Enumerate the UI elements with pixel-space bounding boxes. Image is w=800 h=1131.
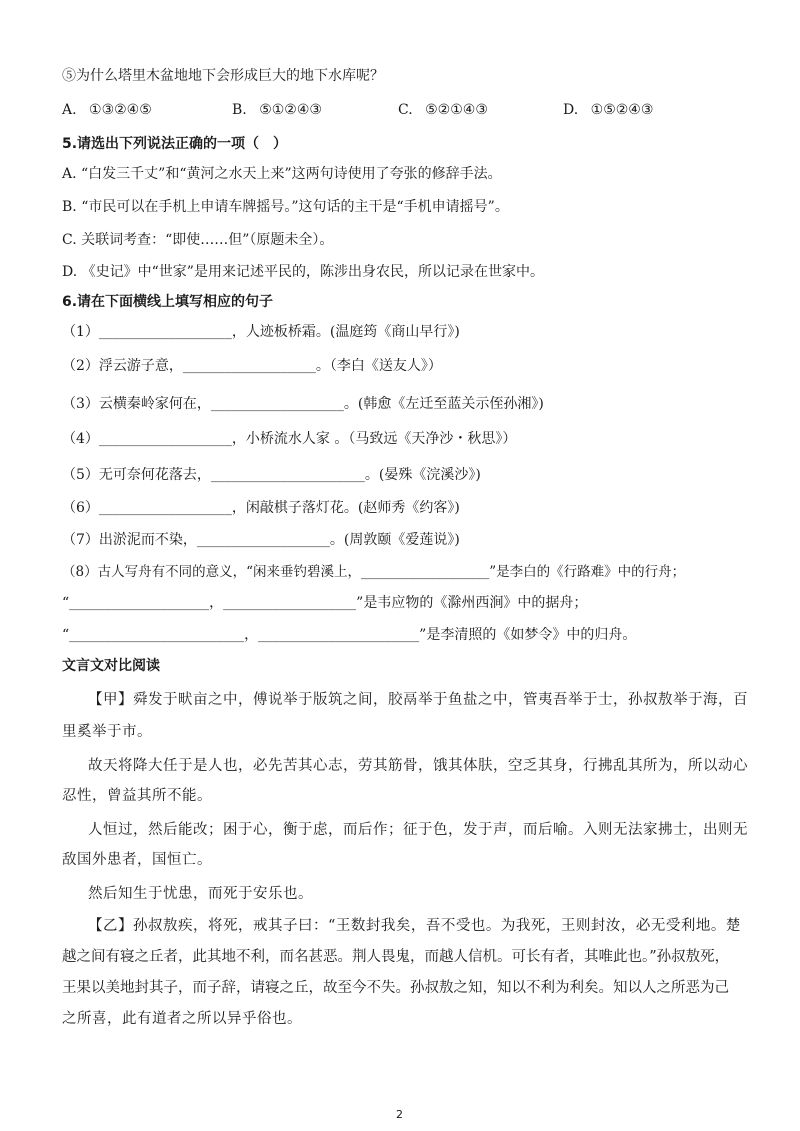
q5-option-b: B. “市民可以在手机上申请车牌摇号。”这句话的主干是“手机申请摇号”。: [62, 199, 509, 215]
jia-line-5: 人恒过，然后能改；困于心，衡于虑，而后作；征于色，发于声，而后喻。入则无法家拂士，出则无: [88, 822, 748, 838]
q6-item-1: （1）___________________，人迹板桥霜。(温庭筠《商山早行》): [62, 324, 460, 340]
yi-line-2: 越之间有寝之丘者，此其地不利，而名甚恶。荆人畏鬼，而越人信机。可长有者，其唯此也。”孙叔敖死，: [62, 949, 730, 965]
q4-option-d: [563, 100, 653, 120]
q4-option-c: [398, 100, 488, 120]
jia-line-7: 然后知生于忧患，而死于安乐也。: [88, 886, 313, 902]
yi-line-1: 【乙】孙叔敖疾，将死，戒其子曰：“王数封我矣，吾不受也。为我死，王则封汝，必无受利地。楚: [88, 918, 741, 934]
q6-item-8-cont-2: “_________________________，_______________________”是李清照的《如梦令》中的归舟。: [62, 627, 637, 643]
option-label: C.: [398, 102, 413, 118]
q6-item-3: （3）云横秦岭家何在，___________________。(韩愈《左迁至蓝关示侄孙湘》): [62, 396, 544, 412]
question-6-title: 6.请在下面横线上填写相应的句子: [62, 294, 274, 310]
jia-line-6: 敌国外患者，国恒亡。: [62, 852, 212, 868]
q6-item-8: （8）古人写舟有不同的意义，“闲来垂钓碧溪上，___________________”是李白的《行路难》中的行舟；: [62, 564, 686, 580]
jia-line-2: 里奚举于市。: [62, 724, 152, 740]
option-value: ①⑤②④③: [590, 102, 654, 118]
option-value: ⑤①②④③: [259, 102, 322, 118]
reading-title: 文言文对比阅读: [62, 658, 160, 674]
option-label: B.: [232, 102, 247, 118]
yi-line-3: 王果以美地封其子，而子辞，请寝之丘，故至今不失。孙叔敖之知，知以不利为利矣。知以人之所恶为己: [62, 980, 729, 996]
q6-item-2: （2）浮云游子意，___________________。（李白《送友人》）: [62, 358, 442, 374]
q4-option-b: [232, 100, 322, 120]
question-5-title: 5.请选出下列说法正确的一项（ ）: [62, 136, 288, 152]
q6-item-4: （4）___________________，小桥流水人家 。（马致远《天净沙・秋思》）: [62, 431, 517, 447]
q6-item-8-cont-1: “____________________，___________________”是韦应物的《滁州西涧》中的据舟；: [62, 595, 588, 611]
jia-line-1: 【甲】舜发于畎亩之中，傅说举于版筑之间，胶鬲举于鱼盐之中，管夷吾举于士，孙叔敖举于海，百: [88, 692, 748, 708]
q5-option-c: C. 关联词考查：“即使……但”（原题未全）。: [62, 232, 334, 248]
option-value: ⑤②①④③: [425, 102, 488, 118]
jia-line-3: 故天将降大任于是人也，必先苦其心志，劳其筋骨，饿其体肤，空乏其身，行拂乱其所为，所以动心: [88, 758, 748, 774]
option-value: ①③②④⑤: [89, 102, 152, 118]
option-label: D.: [563, 102, 579, 118]
q5-option-a: A. “白发三千丈”和“黄河之水天上来”这两句诗使用了夸张的修辞手法。: [62, 166, 502, 182]
q4-option-a: [62, 100, 152, 120]
q6-item-5: （5）无可奈何花落去，______________________。(晏殊《浣溪沙》): [62, 467, 481, 483]
question-4-last-item: ⑤为什么塔里木盆地地下会形成巨大的地下水库呢？: [62, 68, 384, 84]
jia-line-4: 忍性，曾益其所不能。: [62, 788, 212, 804]
option-label: A.: [62, 102, 77, 118]
q5-option-d: D. 《史记》中“世家”是用来记述平民的，陈涉出身农民，所以记录在世家中。: [62, 264, 544, 280]
yi-line-4: 之所喜，此有道者之所以异乎俗也。: [62, 1011, 302, 1027]
page-number: 2: [396, 1108, 403, 1121]
q6-item-7: （7）出淤泥而不染，___________________。(周敦颐《爱莲说》): [62, 532, 460, 548]
q6-item-6: （6）___________________，闲敲棋子落灯花。(赵师秀《约客》): [62, 500, 460, 516]
